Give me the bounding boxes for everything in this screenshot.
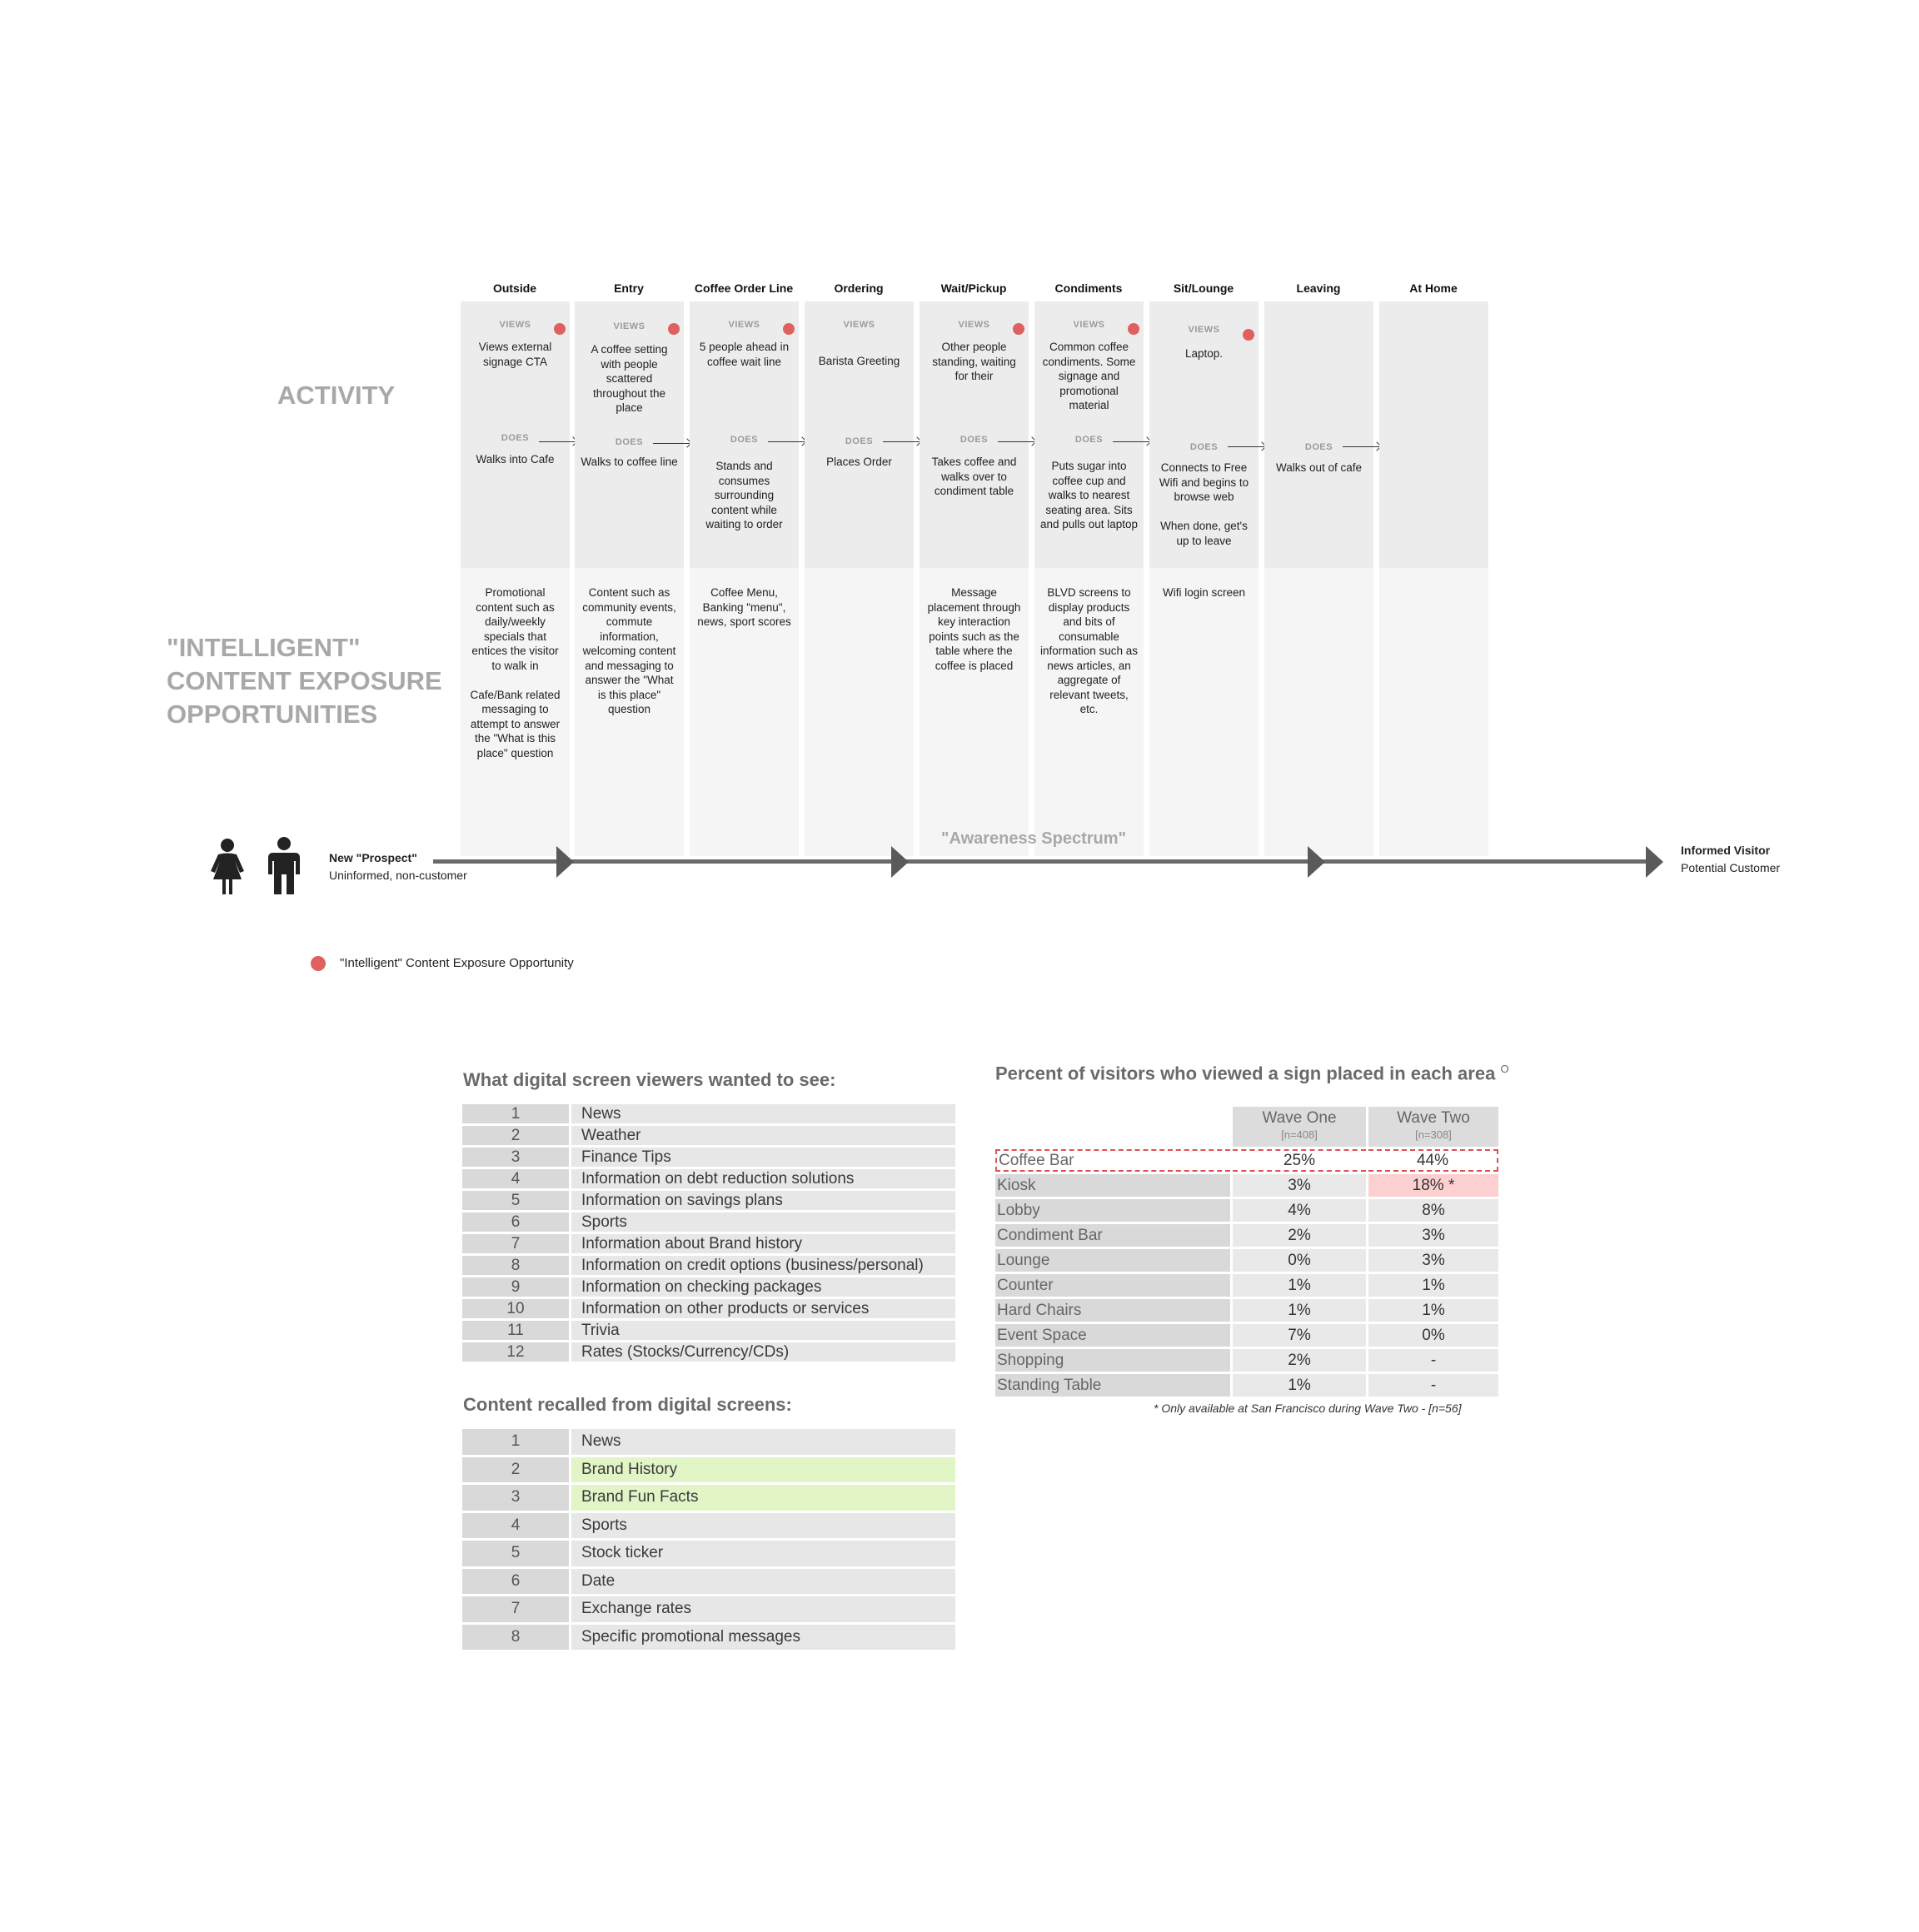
row-number: 6 (462, 1569, 569, 1595)
row-number: 9 (462, 1277, 569, 1297)
wave-two-label: Wave Two (1397, 1109, 1470, 1127)
views-label: VIEWS (843, 320, 875, 330)
does-text: Puts sugar into coffee cup and walks to nearest seating area. Sits and pulls out laptop (1039, 460, 1139, 530)
stage-activity-cell (575, 301, 684, 568)
percent-title-text: Percent of visitors who viewed a sign placed in each area (995, 1063, 1496, 1084)
views-label: VIEWS (613, 321, 645, 331)
stage-activity-cell (805, 301, 914, 568)
table-row (462, 1148, 955, 1167)
percent-header-blank (995, 1107, 1230, 1147)
wave-one-value: 1% (1233, 1299, 1366, 1322)
wave-two-value: 44% (1368, 1149, 1498, 1172)
flow-arrow-icon (883, 441, 920, 442)
percent-footnote: * Only available at San Francisco during Wave Two - [n=56] (1154, 1402, 1462, 1415)
start-subtitle: Uninformed, non-customer (329, 869, 467, 882)
stage-title: Entry (614, 281, 644, 295)
table-row (995, 1274, 1498, 1297)
activity-heading: ACTIVITY (277, 381, 396, 410)
views-text: Other people standing, waiting for their (932, 341, 1016, 382)
stage-activity-cell (1149, 301, 1259, 568)
row-item: Information on other products or services (569, 1299, 955, 1318)
flow-arrow-icon (1228, 446, 1264, 447)
wave-two-value: 3% (1368, 1224, 1498, 1247)
area-name: Kiosk (995, 1174, 1230, 1197)
row-item: Sports (569, 1513, 955, 1539)
man-icon (265, 836, 303, 896)
area-name: Shopping (995, 1349, 1230, 1372)
row-number: 2 (462, 1457, 569, 1483)
stage-content-cell (461, 568, 570, 856)
wave-one-n: [n=408] (1281, 1128, 1318, 1141)
table-row (462, 1234, 955, 1253)
wave-two-value: 18% * (1368, 1174, 1498, 1197)
area-name: Condiment Bar (995, 1224, 1230, 1247)
wave-one-value: 1% (1233, 1274, 1366, 1297)
content-text: Content such as community events, commute information, welcoming content and messaging to answer the "What is this place" question (582, 586, 676, 715)
row-item: Sports (569, 1212, 955, 1232)
row-item: Information on debt reduction solutions (569, 1169, 955, 1188)
stage-content-cell (920, 568, 1029, 856)
row-number: 10 (462, 1299, 569, 1318)
does-text: Places Order (826, 456, 892, 468)
row-item: Date (569, 1569, 955, 1595)
row-number: 7 (462, 1596, 569, 1622)
does-label: DOES (960, 435, 989, 445)
table-row (462, 1457, 955, 1483)
stage-content-cell (1034, 568, 1144, 856)
table-row (462, 1126, 955, 1145)
table-row (462, 1299, 955, 1318)
content-text: Wifi login screen (1162, 586, 1246, 599)
row-number: 4 (462, 1169, 569, 1188)
wave-two-value: 1% (1368, 1299, 1498, 1322)
wave-one-value: 1% (1233, 1374, 1366, 1397)
row-item: Information on savings plans (569, 1191, 955, 1210)
stage-title: Outside (492, 281, 537, 295)
table-row (462, 1625, 955, 1651)
does-text: Walks out of cafe (1275, 461, 1363, 474)
percent-title-mark: O (1500, 1063, 1509, 1075)
views-label: VIEWS (1073, 320, 1105, 330)
row-item: News (569, 1104, 955, 1123)
row-number: 11 (462, 1321, 569, 1340)
stage-title: Coffee Order Line (694, 281, 794, 295)
row-item: Weather (569, 1126, 955, 1145)
row-item: Specific promotional messages (569, 1625, 955, 1651)
stage-content-cell (1379, 568, 1488, 856)
views-text: Views external signage CTA (478, 341, 552, 368)
wave-one-value: 0% (1233, 1249, 1366, 1272)
stage-activity-cell (1264, 301, 1373, 568)
table-row (995, 1349, 1498, 1372)
area-name: Lounge (995, 1249, 1230, 1272)
flow-arrow-icon (998, 441, 1034, 442)
does-text: Stands and consumes surrounding content while waiting to order (705, 460, 783, 530)
table-row (995, 1224, 1498, 1247)
table-row (995, 1249, 1498, 1272)
flow-arrow-icon (1343, 446, 1379, 447)
content-opportunities-heading: "INTELLIGENT" CONTENT EXPOSURE OPPORTUNITIES (167, 633, 442, 729)
stage-title: Condiments (1054, 281, 1123, 295)
does-label: DOES (1074, 435, 1104, 445)
does-label: DOES (1304, 442, 1333, 452)
stage-content-cell (575, 568, 684, 856)
table-row (462, 1513, 955, 1539)
awareness-spectrum-label: "Awareness Spectrum" (941, 829, 1127, 848)
row-number: 2 (462, 1126, 569, 1145)
wave-one-value: 2% (1233, 1349, 1366, 1372)
row-number: 5 (462, 1541, 569, 1566)
row-number: 6 (462, 1212, 569, 1232)
percent-table (993, 1104, 1501, 1399)
table-row (462, 1541, 955, 1566)
row-number: 8 (462, 1256, 569, 1275)
wave-one-value: 3% (1233, 1174, 1366, 1197)
table-row (462, 1429, 955, 1455)
row-item: Information on checking packages (569, 1277, 955, 1297)
percent-header-wave-two (1368, 1107, 1498, 1147)
legend-text: "Intelligent" Content Exposure Opportunity (340, 956, 574, 970)
wave-two-value: - (1368, 1374, 1498, 1397)
area-name: Counter (995, 1274, 1230, 1297)
awareness-timeline (433, 859, 1649, 864)
wave-one-value: 4% (1233, 1199, 1366, 1222)
table-row (462, 1321, 955, 1340)
stage-content-cell (1264, 568, 1373, 856)
wave-two-value: 8% (1368, 1199, 1498, 1222)
views-label: VIEWS (958, 320, 990, 330)
wave-two-value: 1% (1368, 1274, 1498, 1297)
stage-title: At Home (1409, 281, 1458, 295)
wave-one-value: 2% (1233, 1224, 1366, 1247)
table-row (462, 1191, 955, 1210)
opportunity-dot-icon (1243, 329, 1254, 341)
row-item: Information on credit options (business/personal) (569, 1256, 955, 1275)
content-text: Promotional content such as daily/weekly specials that entices the visitor to walk in Cafe/Bank related messaging to attempt to answer the "What is this place" question (470, 586, 561, 759)
row-item: Brand History (569, 1457, 955, 1483)
row-item: Brand Fun Facts (569, 1485, 955, 1511)
table-row (462, 1277, 955, 1297)
does-text: Walks into Cafe (476, 453, 555, 466)
end-subtitle: Potential Customer (1681, 861, 1781, 874)
row-item: Finance Tips (569, 1148, 955, 1167)
views-text: Common coffee condiments. Some signage and promotional material (1042, 341, 1136, 411)
legend-dot-icon (311, 956, 326, 971)
area-name: Coffee Bar (995, 1149, 1230, 1172)
row-number: 1 (462, 1429, 569, 1455)
row-number: 7 (462, 1234, 569, 1253)
table-row (462, 1596, 955, 1622)
row-number: 3 (462, 1148, 569, 1167)
views-text: A coffee setting with people scattered throughout the place (591, 343, 668, 414)
content-text: Coffee Menu, Banking "menu", news, sport scores (697, 586, 791, 628)
stage-activity-cell (1034, 301, 1144, 568)
table-row (462, 1569, 955, 1595)
does-text: Walks to coffee line (581, 456, 678, 468)
opportunity-dot-icon (554, 323, 566, 335)
stage-activity-cell (920, 301, 1029, 568)
table-row (995, 1149, 1498, 1172)
does-label: DOES (501, 433, 530, 443)
row-number: 3 (462, 1485, 569, 1511)
woman-icon (207, 838, 248, 896)
wave-two-n: [n=308] (1415, 1128, 1452, 1141)
stage-title: Ordering (834, 281, 884, 295)
views-label: VIEWS (1188, 325, 1220, 335)
opportunity-dot-icon (668, 323, 680, 335)
flow-arrow-icon (653, 443, 690, 444)
wave-one-label: Wave One (1262, 1109, 1337, 1127)
stage-activity-cell (461, 301, 570, 568)
table-row (995, 1299, 1498, 1322)
does-text: Connects to Free Wifi and begins to browse web When done, get's up to leave (1159, 461, 1249, 547)
views-label: VIEWS (499, 320, 531, 330)
table-row (462, 1256, 955, 1275)
end-title: Informed Visitor (1681, 844, 1771, 857)
does-text: Takes coffee and walks over to condiment table (931, 456, 1017, 497)
does-label: DOES (845, 436, 874, 446)
views-text: 5 people ahead in coffee wait line (699, 341, 790, 368)
timeline-arrow-3 (1308, 846, 1325, 878)
table-row (462, 1212, 955, 1232)
row-item: Trivia (569, 1321, 955, 1340)
table-row (995, 1324, 1498, 1347)
percent-title (995, 1058, 1512, 1084)
table-row (462, 1104, 955, 1123)
table-row (462, 1485, 955, 1511)
percent-header-wave-one (1233, 1107, 1366, 1147)
wave-two-value: - (1368, 1349, 1498, 1372)
views-text: Laptop. (1184, 347, 1224, 360)
start-title: New "Prospect" (329, 851, 417, 864)
table-row (462, 1169, 955, 1188)
row-item: Exchange rates (569, 1596, 955, 1622)
wave-one-value: 7% (1233, 1324, 1366, 1347)
does-label: DOES (1189, 442, 1219, 452)
stage-title: Leaving (1296, 281, 1341, 295)
row-item: Rates (Stocks/Currency/CDs) (569, 1342, 955, 1362)
timeline-arrow-1 (556, 846, 574, 878)
stage-content-cell (805, 568, 914, 856)
row-number: 4 (462, 1513, 569, 1539)
row-item: Information about Brand history (569, 1234, 955, 1253)
flow-arrow-icon (1113, 441, 1149, 442)
does-label: DOES (615, 437, 644, 447)
area-name: Standing Table (995, 1374, 1230, 1397)
views-label: VIEWS (728, 320, 760, 330)
recalled-table (462, 1427, 955, 1652)
row-number: 1 (462, 1104, 569, 1123)
area-name: Hard Chairs (995, 1299, 1230, 1322)
area-name: Lobby (995, 1199, 1230, 1222)
row-number: 8 (462, 1625, 569, 1651)
opportunity-dot-icon (1128, 323, 1139, 335)
wave-two-value: 0% (1368, 1324, 1498, 1347)
does-label: DOES (730, 435, 759, 445)
row-item: News (569, 1429, 955, 1455)
content-text: Message placement through key interaction points such as the table where the coffee is placed (927, 586, 1021, 672)
table-row (995, 1199, 1498, 1222)
opportunity-dot-icon (783, 323, 795, 335)
stage-content-cell (690, 568, 799, 856)
table-row (995, 1374, 1498, 1397)
table-row (462, 1342, 955, 1362)
stage-title: Wait/Pickup (940, 281, 1007, 295)
row-item: Stock ticker (569, 1541, 955, 1566)
wave-two-value: 3% (1368, 1249, 1498, 1272)
wave-one-value: 25% (1233, 1149, 1366, 1172)
views-text: Barista Greeting (818, 355, 900, 367)
recalled-title: Content recalled from digital screens: (463, 1394, 792, 1415)
flow-arrow-icon (768, 441, 805, 442)
timeline-arrow-2 (891, 846, 909, 878)
content-text: BLVD screens to display products and bits of consumable information such as news articles, an aggregate of relevant tweets, etc. (1039, 586, 1139, 715)
table-row (995, 1174, 1498, 1197)
flow-arrow-icon (539, 441, 576, 442)
timeline-arrow-end (1646, 846, 1663, 878)
stage-content-cell (1149, 568, 1259, 856)
stage-activity-cell (690, 301, 799, 568)
wanted-title: What digital screen viewers wanted to see: (463, 1069, 836, 1090)
stage-title: Sit/Lounge (1173, 281, 1234, 295)
opportunity-dot-icon (1013, 323, 1024, 335)
wanted-table (462, 1102, 955, 1364)
area-name: Event Space (995, 1324, 1230, 1347)
row-number: 12 (462, 1342, 569, 1362)
row-number: 5 (462, 1191, 569, 1210)
stage-activity-cell (1379, 301, 1488, 568)
